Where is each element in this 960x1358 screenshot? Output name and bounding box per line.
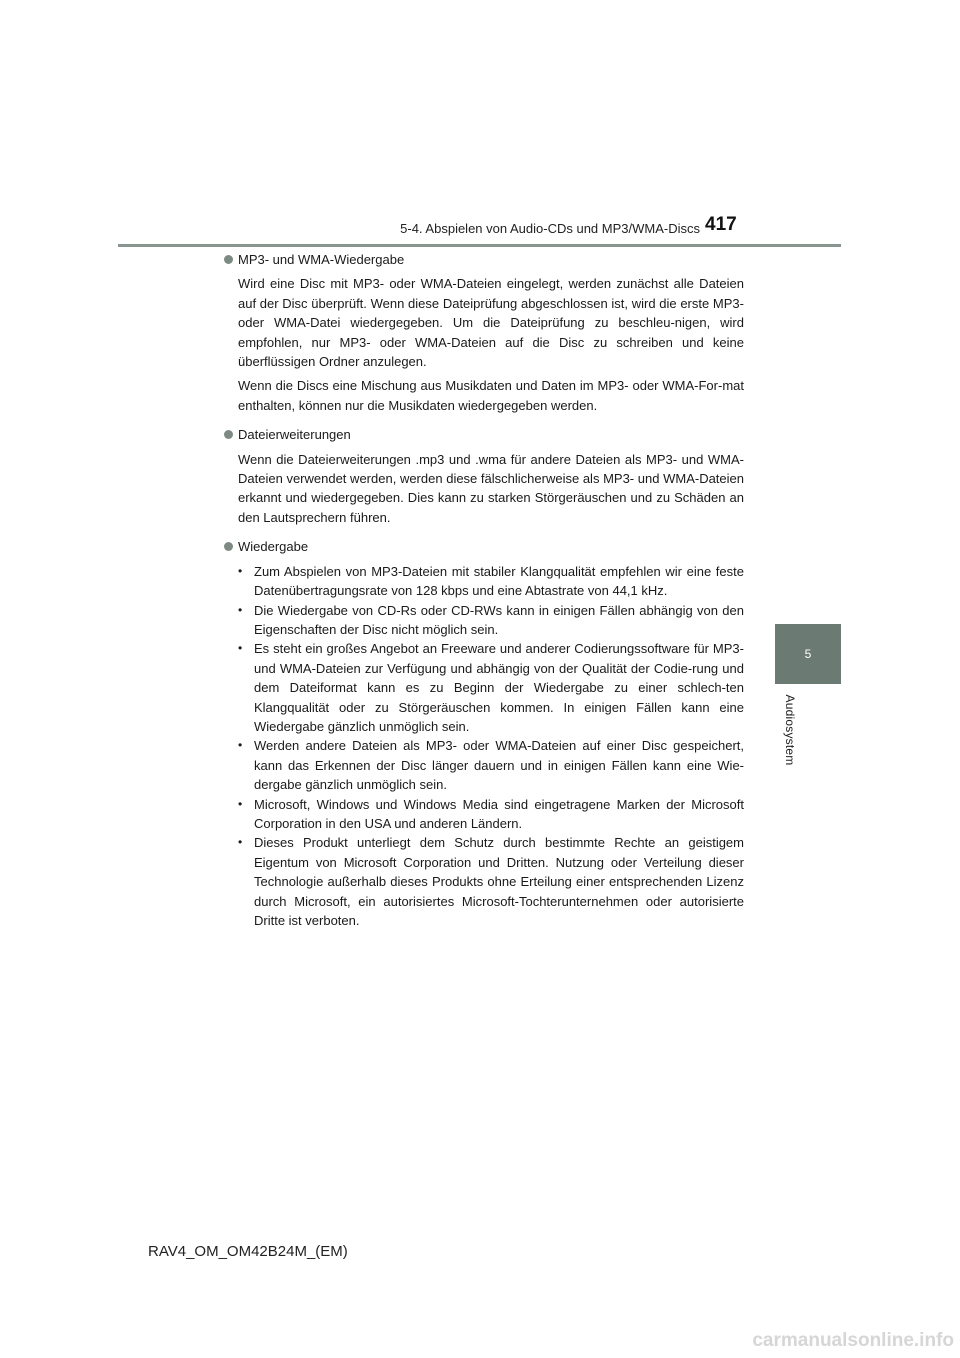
section-heading (222, 537, 744, 556)
list-item: • Zum Abspielen von MP3-Dateien mit stabiler Klangqualität empfehlen wir eine feste Datenübertragungsrate von 128 kbps und eine Abtastrate von 44,1 kHz. (238, 562, 744, 601)
document-code: RAV4_OM_OM42B24M_(EM) (148, 1243, 348, 1260)
circle-bullet-icon (224, 430, 233, 439)
chapter-label: Audiosystem (783, 694, 797, 766)
paragraph: Wenn die Discs eine Mischung aus Musikdaten und Daten im MP3- oder WMA-For-mat enthalten, können nur die Musikdaten wiedergegeben werden. (238, 378, 744, 413)
list-item: • Microsoft, Windows und Windows Media sind eingetragene Marken der Microsoft Corporation in den USA und anderen Ländern. (238, 795, 744, 834)
heading-text: Dateierweiterungen (238, 427, 351, 443)
watermark: carmanualsonline.info (752, 1330, 954, 1351)
section-title: 5-4. Abspielen von Audio-CDs und MP3/WMA-Discs (400, 221, 700, 236)
section-mp3-wma (222, 250, 744, 415)
main-content (222, 250, 744, 930)
header-rule (118, 244, 841, 247)
heading-text: MP3- und WMA-Wiedergabe (238, 252, 405, 267)
section-heading (222, 425, 744, 444)
list-item: • Dieses Produkt unterliegt dem Schutz durch bestimmte Rechte an geistigem Eigentum von Microsoft Corporation und Dritten. Nutzung oder Verteilung dieser Technologie außerhalb dieses Produkts ohne Erteilung einer entsprechenden Lizenz durch Microsoft, ein autorisiertes Microsoft-Tochterunternehmen oder autorisierte Dritte ist verboten. (238, 833, 744, 930)
page-number: 417 (705, 214, 737, 235)
circle-bullet-icon (224, 255, 233, 264)
chapter-number: 5 (804, 647, 812, 661)
circle-bullet-icon (224, 542, 233, 551)
heading-text: Wiedergabe (238, 539, 309, 555)
section-file-extensions (222, 425, 744, 527)
paragraph: Wenn die Dateierweiterungen .mp3 und .wma für andere Dateien als MP3- und WMA-Dateien verwendet werden, werden diese fälschlicherweise als MP3- und WMA-Dateien erkannt und wiedergegeben. Dies kann zu starken Störgeräuschen und zu Schäden an den Lautsprechern führen. (238, 451, 744, 525)
list-item: • Werden andere Dateien als MP3- oder WMA-Dateien auf einer Disc gespeichert, kann das Erkennen der Disc länger dauern und in einigen Fällen kann eine Wie-dergabe gänzlich unmöglich sein. (238, 736, 744, 794)
paragraph: Wird eine Disc mit MP3- oder WMA-Dateien eingelegt, werden zunächst alle Dateien auf der Disc überprüft. Wenn diese Dateiprüfung abgeschlossen ist, wird die erste MP3- oder WMA-Datei wiedergegeben. Um die Dateiprüfung zu beschleu-nigen, wird empfohlen, nur MP3- oder WMA-Dateien auf die Disc zu schreiben und keine überflüssigen Ordner anzulegen. (238, 276, 744, 370)
section-heading (222, 250, 744, 269)
playback-list (238, 562, 744, 931)
section-playback (222, 537, 744, 930)
list-item: • Die Wiedergabe von CD-Rs oder CD-RWs kann in einigen Fällen abhängig von den Eigenschaften der Disc nicht möglich sein. (238, 601, 744, 640)
list-item: • Es steht ein großes Angebot an Freeware und anderer Codierungssoftware für MP3- und WMA-Dateien zur Verfügung und abhängig von der Qualität der Codie-rung und dem Dateiformat kann es zu Beginn der Wiedergabe zu einer schlech-ten Klangqualität oder zu Störgeräuschen kommen. In einigen Fällen kann eine Wiedergabe gänzlich unmöglich sein. (238, 639, 744, 736)
